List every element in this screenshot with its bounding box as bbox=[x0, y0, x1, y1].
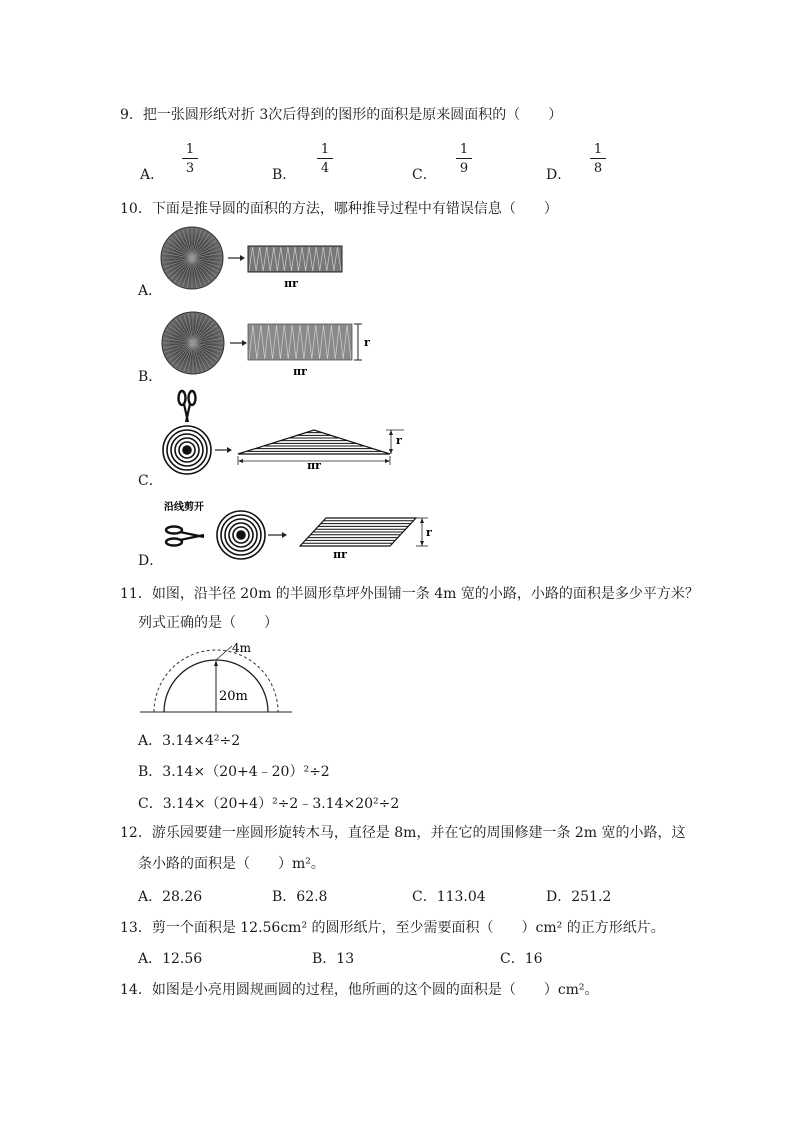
q12-stem-line1: 12．游乐园要建一座圆形旋转木马，直径是 8m，并在它的周围修建一条 2m 宽的小路，这 bbox=[120, 825, 686, 841]
q10-figure-d bbox=[160, 498, 450, 568]
q10-figure-c bbox=[160, 390, 420, 480]
q9-stem: 9．把一张圆形纸对折 3次后得到的图形的面积是原来圆面积的（ ） bbox=[120, 107, 563, 123]
q10-option-d-label: D． bbox=[138, 553, 164, 569]
q10-figure-b bbox=[160, 310, 390, 390]
q10-b-length-label: πr bbox=[293, 365, 307, 378]
q10-stem: 10．下面是推导圆的面积的方法，哪种推导过程中有错误信息（ ） bbox=[120, 201, 558, 217]
q11-radius-label: 20m bbox=[219, 689, 248, 704]
q11-option-a bbox=[138, 730, 240, 750]
q11-option-b-text: B．3.14×（20+4﹣20）²÷2 bbox=[138, 764, 330, 780]
q9-option-c-label: C． bbox=[412, 167, 437, 183]
q10-option-c-label: C． bbox=[138, 473, 163, 489]
q10-b-height-label: r bbox=[364, 336, 370, 349]
q9-option-c-fraction bbox=[456, 143, 472, 175]
q10-figure-a bbox=[160, 226, 360, 306]
q10-b-rectangle bbox=[248, 324, 352, 360]
q9-option-b-fraction bbox=[317, 143, 333, 175]
q9-option-b-numerator: 1 bbox=[317, 143, 333, 159]
q10-c-triangle bbox=[238, 430, 390, 454]
q11-stem-line2: 列式正确的是（ ） bbox=[138, 615, 278, 631]
q14-stem: 14．如图是小亮用圆规画圆的过程，他所画的这个圆的面积是（ ）cm²。 bbox=[120, 982, 599, 998]
q9-option-c-denominator: 9 bbox=[459, 161, 469, 176]
q11-option-a-text: A．3.14×4²÷2 bbox=[138, 733, 241, 749]
q9-option-d-label: D． bbox=[546, 167, 572, 183]
q13-option-b: B．13 bbox=[312, 951, 355, 967]
q9-option-d-numerator: 1 bbox=[590, 143, 606, 159]
q10-c-concentric-circle bbox=[163, 426, 211, 474]
q10-c-length-label: πr bbox=[307, 459, 321, 472]
q12-stem-line2: 条小路的面积是（ ）m²。 bbox=[138, 856, 325, 872]
q12-option-c: C．113.04 bbox=[412, 889, 486, 905]
q10-d-parallelogram bbox=[300, 518, 416, 546]
q9-option-b-denominator: 4 bbox=[320, 161, 330, 176]
q10-d-height-label: r bbox=[426, 526, 432, 539]
q9-option-b-label: B． bbox=[272, 167, 297, 183]
q13-option-a: A．12.56 bbox=[138, 951, 203, 967]
scissors-icon bbox=[179, 391, 196, 422]
q9-option-a-denominator: 3 bbox=[185, 161, 195, 176]
q10-d-concentric-circle bbox=[217, 511, 265, 559]
q9-option-a-fraction bbox=[182, 143, 198, 175]
q12-option-a: A．28.26 bbox=[138, 889, 203, 905]
q12-option-b: B．62.8 bbox=[272, 889, 328, 905]
q11-option-c-text: C．3.14×（20+4）²÷2﹣3.14×20²÷2 bbox=[138, 796, 400, 812]
q10-a-length-label: πr bbox=[284, 277, 298, 290]
q10-d-cut-caption: 沿线剪开 bbox=[164, 502, 204, 513]
q9-option-d-denominator: 8 bbox=[593, 161, 603, 176]
q11-width-label: 4m bbox=[232, 641, 252, 655]
q10-c-height-label: r bbox=[396, 434, 402, 447]
q11-option-b bbox=[138, 761, 330, 781]
q11-option-c bbox=[138, 793, 399, 813]
q9-option-a-label: A． bbox=[140, 167, 165, 183]
q10-option-b-label: B． bbox=[138, 369, 163, 385]
q9-option-a-numerator: 1 bbox=[182, 143, 198, 159]
q9-option-d-fraction bbox=[590, 143, 606, 175]
scissors-icon bbox=[166, 527, 204, 546]
q11-semicircle-figure bbox=[140, 636, 300, 716]
q10-a-rectangle bbox=[248, 246, 342, 272]
q9-option-c-numerator: 1 bbox=[456, 143, 472, 159]
q13-stem: 13．剪一个面积是 12.56cm² 的圆形纸片，至少需要面积（ ）cm² 的正方形纸片。 bbox=[120, 920, 665, 936]
q11-stem-line1: 11．如图，沿半径 20m 的半圆形草坪外围铺一条 4m 宽的小路，小路的面积是多少平方米？ bbox=[120, 586, 699, 602]
q13-option-c: C．16 bbox=[500, 951, 543, 967]
q12-option-d: D．251.2 bbox=[546, 889, 612, 905]
q10-d-length-label: πr bbox=[333, 548, 347, 561]
q10-option-a-label: A． bbox=[138, 283, 163, 299]
